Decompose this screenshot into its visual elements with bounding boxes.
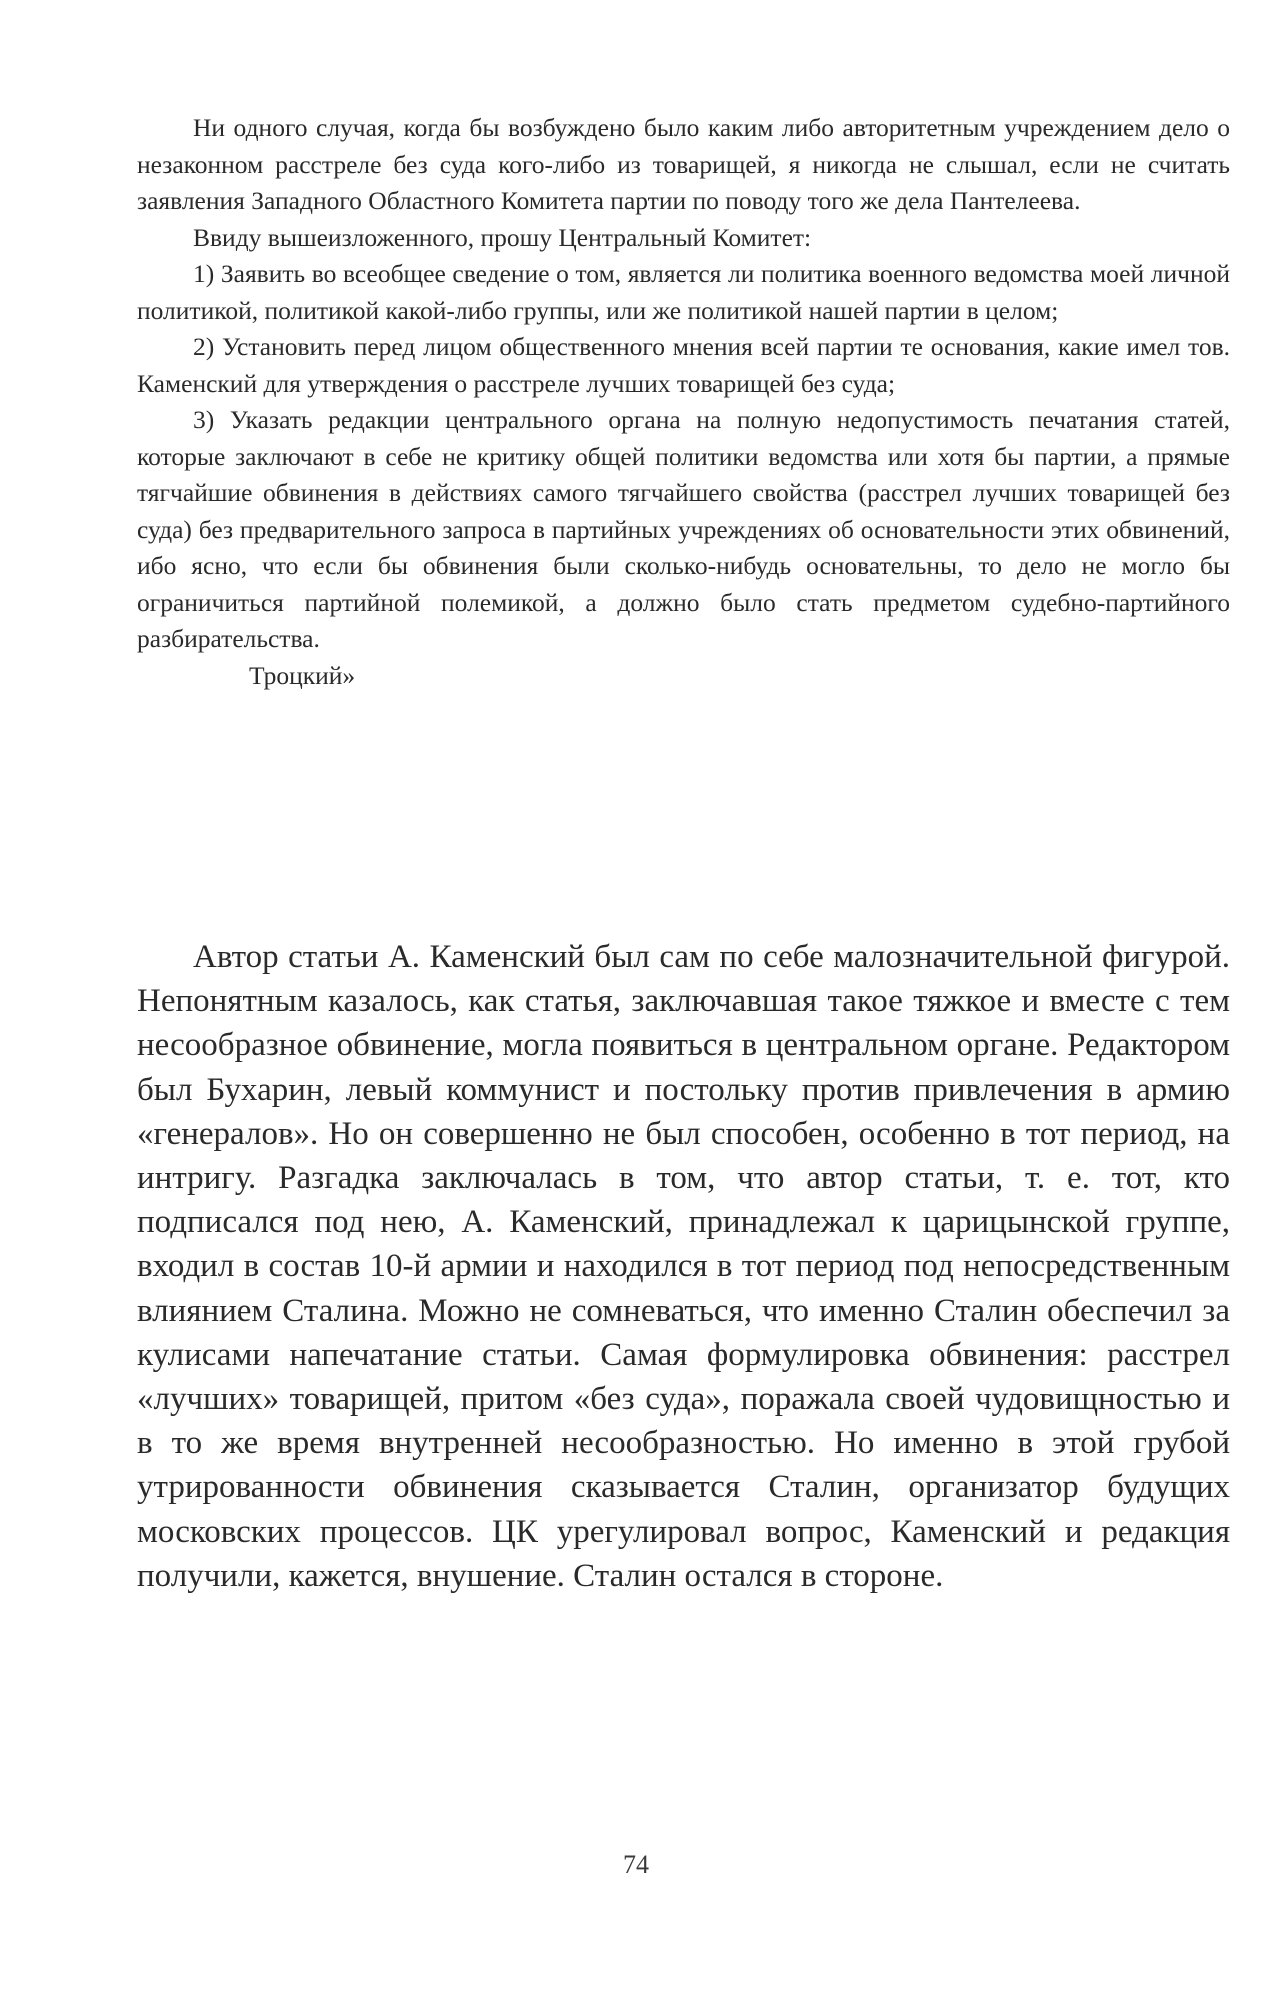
page-number: 74 [623, 1850, 649, 1879]
letter-paragraph: 3) Указать редакции центрального органа на полную недопустимость печатания статей, которые заключают в себе не критику общей политики ведомства или хотя бы партии, а прямые тягчайшие обвинения в действиях самого тягчайшего свойства (расстрел лучших товарищей без суда) без предварительного запроса в партийных учреждениях об основательности этих обвинений, ибо ясно, что если бы обвинения были сколько-нибудь основательны, то дело не могло бы ограничиться партийной полемикой, а должно было стать предметом судебно-партийного разбирательства. [137, 405, 1230, 653]
letter-paragraph: Ввиду вышеизложенного, прошу Центральный Комитет: [193, 222, 812, 252]
letter-paragraph: 1) Заявить во всеобщее сведение о том, является ли политика военного ведомства моей личной политикой, политикой какой-либо группы, или же политикой нашей партии в целом; [137, 259, 1230, 325]
commentary-text [137, 935, 1230, 1598]
commentary-paragraph: Автор статьи А. Каменский был сам по себе малозначительной фигурой. Непонятным казалось, как статья, заключавшая такое тяжкое и вместе с тем несообразное обвинение, могла появиться в центральном органе. Редактором был Бухарин, левый коммунист и постольку против привлечения в армию «генералов». Но он совершенно не был способен, особенно в тот период, на интригу. Разгадка заключалась в том, что автор статьи, т. е. тот, кто подписался под нею, А. Каменский, принадлежал к царицынской группе, входил в состав 10-й армии и находился в тот период под непосредственным влиянием Сталина. Можно не сомневаться, что именно Сталин обеспечил за кулисами напечатание статьи. Самая формулировка обвинения: расстрел «лучших» товарищей, притом «без суда», поражала своей чудовищностью и в то же время внутренней несообразностью. Но именно в этой грубой утрированности обвинения сказывается Сталин, организатор будущих московских процессов. ЦК урегулировал вопрос, Каменский и редакция получили, кажется, внушение. Сталин остался в стороне. [137, 939, 1230, 1594]
letter-quote [137, 110, 1230, 694]
letter-paragraph: Ни одного случая, когда бы возбуждено было каким либо авторитетным учреждением дело о незаконном расстреле без суда кого-либо из товарищей, я никогда не слышал, если не считать заявления Западного Областного Комитета партии по поводу того же дела Пантелеева. [137, 113, 1230, 215]
letter-paragraph: 2) Установить перед лицом общественного мнения всей партии те основания, какие имел тов. Каменский для утверждения о расстреле лучших товарищей без суда; [137, 332, 1230, 398]
letter-signature: Троцкий» [249, 660, 356, 690]
